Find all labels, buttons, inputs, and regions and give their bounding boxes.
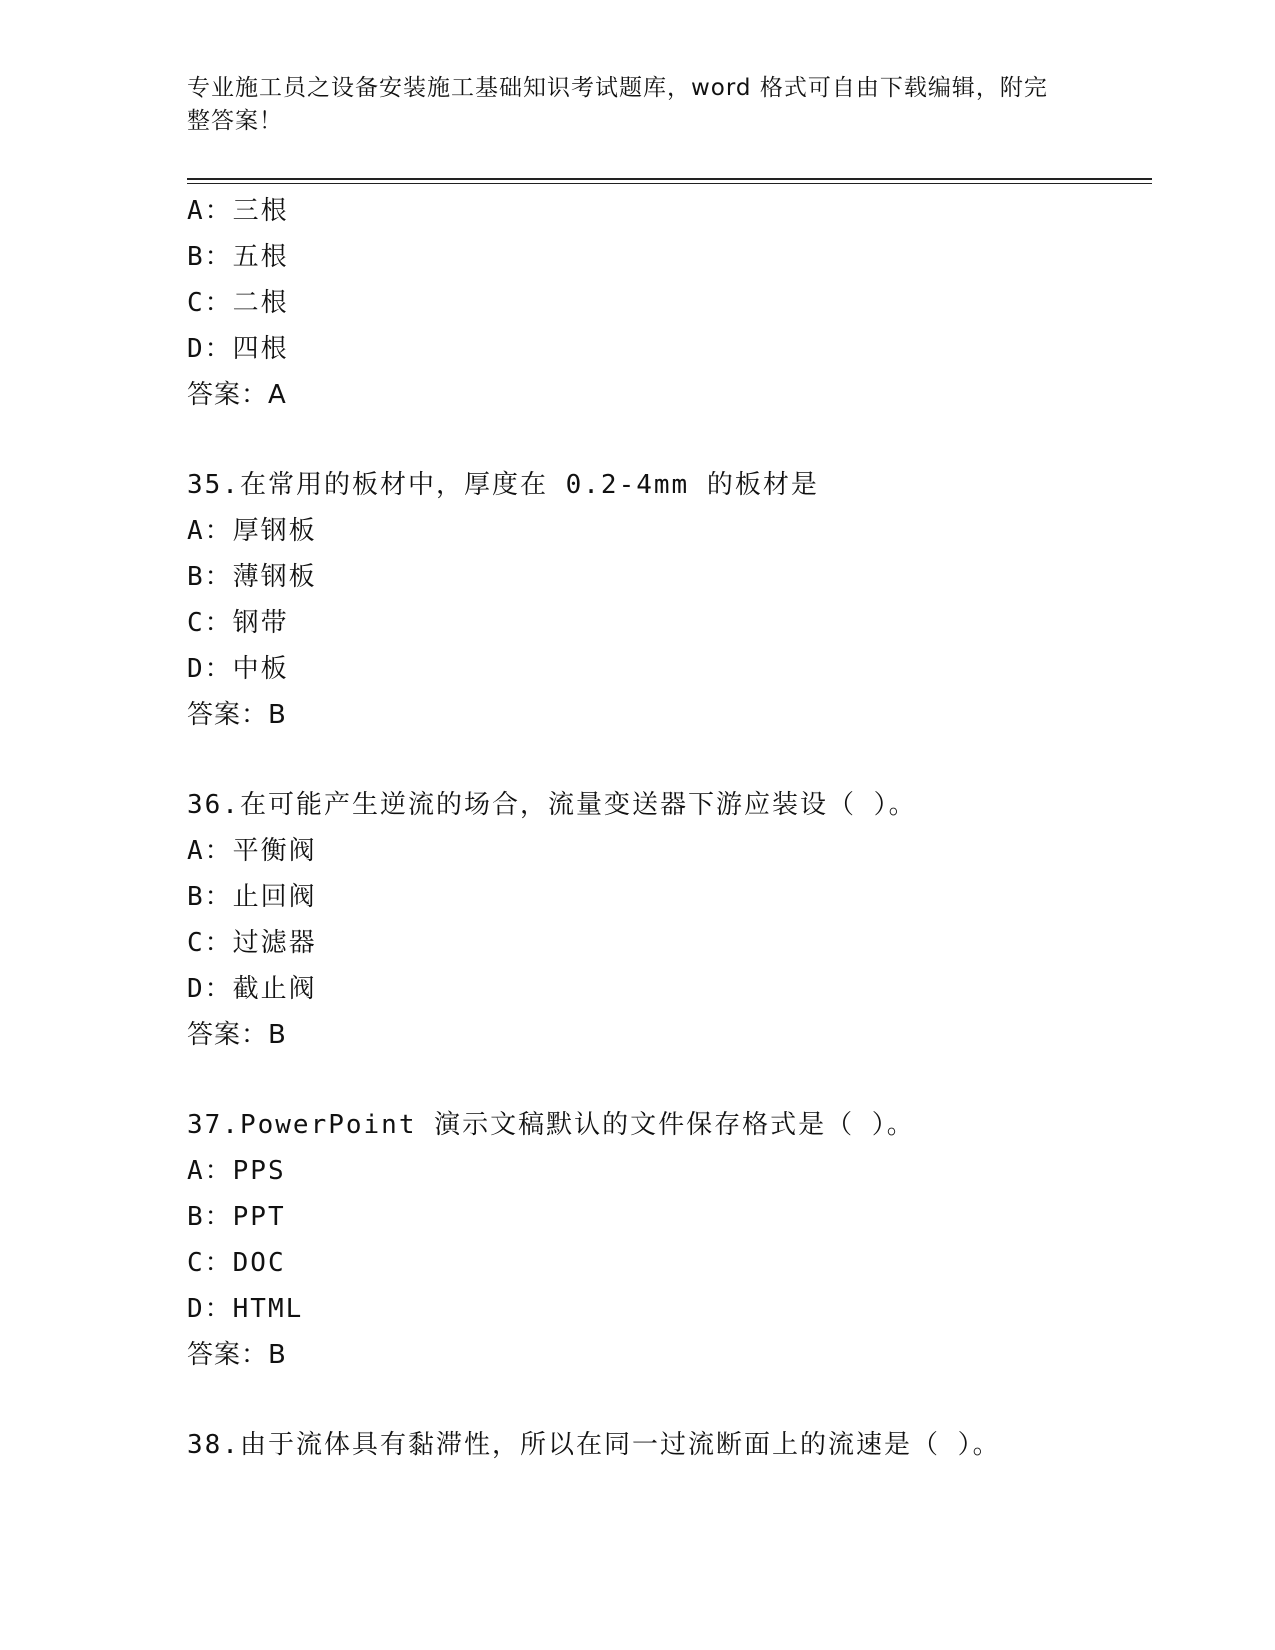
option-b: B：止回阀 bbox=[187, 882, 317, 912]
option-a: A：平衡阀 bbox=[187, 836, 317, 866]
option-a: A：PPS bbox=[187, 1156, 286, 1186]
answer: 答案：B bbox=[187, 1020, 287, 1050]
option-c: C：DOC bbox=[187, 1248, 286, 1278]
option-d: D：四根 bbox=[187, 334, 289, 364]
question-text: 36.在可能产生逆流的场合，流量变送器下游应装设（ ）。 bbox=[187, 790, 917, 820]
answer: 答案：B bbox=[187, 1340, 287, 1370]
header-line-1: 专业施工员之设备安装施工基础知识考试题库，word 格式可自由下载编辑，附完 bbox=[187, 75, 1048, 101]
question-block-36 bbox=[187, 782, 1147, 1058]
question-block-37 bbox=[187, 1102, 1147, 1378]
question-block-38 bbox=[187, 1422, 1147, 1468]
option-d: D：HTML bbox=[187, 1294, 304, 1324]
header-rule-thick bbox=[187, 178, 1152, 180]
header-rule-thin bbox=[187, 183, 1152, 184]
question-text: 38.由于流体具有黏滞性，所以在同一过流断面上的流速是（ ）。 bbox=[187, 1430, 1001, 1460]
option-c: C：二根 bbox=[187, 288, 289, 318]
option-b: B：PPT bbox=[187, 1202, 286, 1232]
option-d: D：截止阀 bbox=[187, 974, 317, 1004]
question-text: 35.在常用的板材中，厚度在 0.2-4mm 的板材是 bbox=[187, 470, 819, 500]
option-a: A：厚钢板 bbox=[187, 516, 317, 546]
question-text: 37.PowerPoint 演示文稿默认的文件保存格式是（ ）。 bbox=[187, 1110, 915, 1140]
option-b: B：薄钢板 bbox=[187, 562, 317, 592]
header-line-2: 整答案！ bbox=[187, 108, 283, 134]
question-block-35 bbox=[187, 462, 1147, 738]
question-list bbox=[187, 188, 1147, 1468]
option-d: D：中板 bbox=[187, 654, 289, 684]
document-header bbox=[187, 72, 1067, 138]
question-block-34 bbox=[187, 188, 1147, 418]
option-a: A：三根 bbox=[187, 196, 289, 226]
option-c: C：钢带 bbox=[187, 608, 289, 638]
option-c: C：过滤器 bbox=[187, 928, 317, 958]
answer: 答案：B bbox=[187, 700, 287, 730]
option-b: B：五根 bbox=[187, 242, 289, 272]
answer: 答案：A bbox=[187, 380, 287, 410]
